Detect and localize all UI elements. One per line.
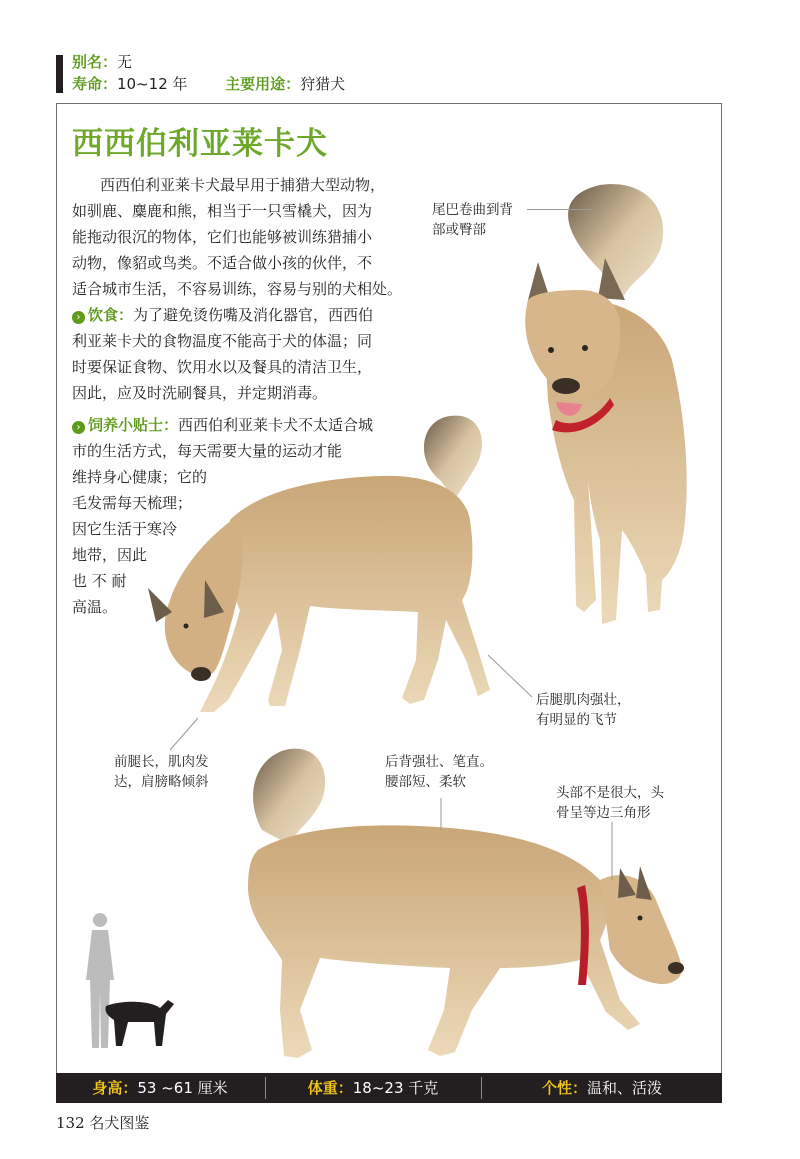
stat-weight-value: 18~23 千克 <box>352 1079 439 1097</box>
intro-line: 能拖动很沉的物体，它们也能够被训练猎捕小 <box>72 228 373 246</box>
stats-bar <box>56 1073 722 1103</box>
page-number: 132 <box>56 1114 85 1132</box>
callout-back-line: 后背强壮、笔直。 <box>385 754 493 770</box>
diet-label: 饮食： <box>88 306 134 324</box>
callout-back <box>385 752 493 792</box>
callout-tail-line: 尾巴卷曲到背 <box>432 202 513 218</box>
tips-line: 毛发需每天梳理； <box>72 494 193 512</box>
stat-temperament-value: 温和、活泼 <box>587 1079 663 1097</box>
lifespan-label: 寿命： <box>72 75 118 93</box>
callout-head-line: 头部不是很大，头 <box>556 785 664 801</box>
intro-line: 西西伯利亚莱卡犬最早用于捕猎大型动物， <box>100 176 386 194</box>
callout-front-leg <box>114 752 209 792</box>
tips-line: 地带，因此 <box>72 546 148 564</box>
alias-label: 别名： <box>72 53 118 71</box>
callout-front-leg-line: 前腿长，肌肉发 <box>114 754 209 770</box>
callout-head <box>556 783 664 823</box>
arrow-circle-icon: › <box>72 421 85 434</box>
tips-line: 维持身心健康；它的 <box>72 468 208 486</box>
stat-temperament <box>482 1073 722 1103</box>
arrow-circle-icon: › <box>72 311 85 324</box>
use-label: 主要用途： <box>225 75 301 93</box>
tips-line: 因它生活于寒冷 <box>72 520 178 538</box>
callout-head-line: 骨呈等边三角形 <box>556 805 651 821</box>
diet-text: 为了避免烫伤嘴及消化器官，西西伯 <box>133 306 374 324</box>
callout-back-line: 腰部短、柔软 <box>385 774 466 790</box>
callout-hind-leg-line: 有明显的飞节 <box>536 712 617 728</box>
use-value: 狩猎犬 <box>300 75 346 93</box>
lifespan-value: 10~12 年 <box>117 75 188 93</box>
diet-line: 因此，应及时洗刷餐具，并定期消毒。 <box>72 384 328 402</box>
intro-line: 动物，像貂或鸟类。不适合做小孩的伙伴，不 <box>72 254 373 272</box>
tips-line: 也 不 耐 <box>72 572 127 590</box>
tips-text: 西西伯利亚莱卡犬不太适合城 <box>178 416 374 434</box>
alias-value: 无 <box>117 53 133 71</box>
page-title: 西西伯利亚莱卡犬 <box>72 126 328 162</box>
stat-temperament-label: 个性： <box>541 1079 587 1097</box>
page-footer <box>56 1112 149 1133</box>
callout-hind-leg-line: 后腿肌肉强壮， <box>536 692 631 708</box>
stat-weight-label: 体重： <box>307 1079 353 1097</box>
stat-height-value: 53 ~61 厘米 <box>137 1079 228 1097</box>
stat-weight <box>266 1073 480 1103</box>
tips-line: 高温。 <box>72 598 118 616</box>
stat-height <box>56 1073 264 1103</box>
diet-line: 时要保证食物、饮用水以及餐具的清洁卫生， <box>72 358 373 376</box>
callout-front-leg-line: 达，肩膀略倾斜 <box>114 774 209 790</box>
diet-line: 利亚莱卡犬的食物温度不能高于犬的体温；同 <box>72 332 373 350</box>
tips-line: 市的生活方式，每天需要大量的运动才能 <box>72 442 343 460</box>
callout-tail-line: 部或臀部 <box>432 222 486 238</box>
stat-height-label: 身高： <box>92 1079 138 1097</box>
book-title: 名犬图鉴 <box>89 1114 150 1132</box>
intro-line: 适合城市生活，不容易训练，容易与别的犬相处。 <box>72 280 403 298</box>
intro-line: 如驯鹿、麋鹿和熊，相当于一只雪橇犬，因为 <box>72 202 373 220</box>
tips-label: 饲养小贴士： <box>88 416 179 434</box>
